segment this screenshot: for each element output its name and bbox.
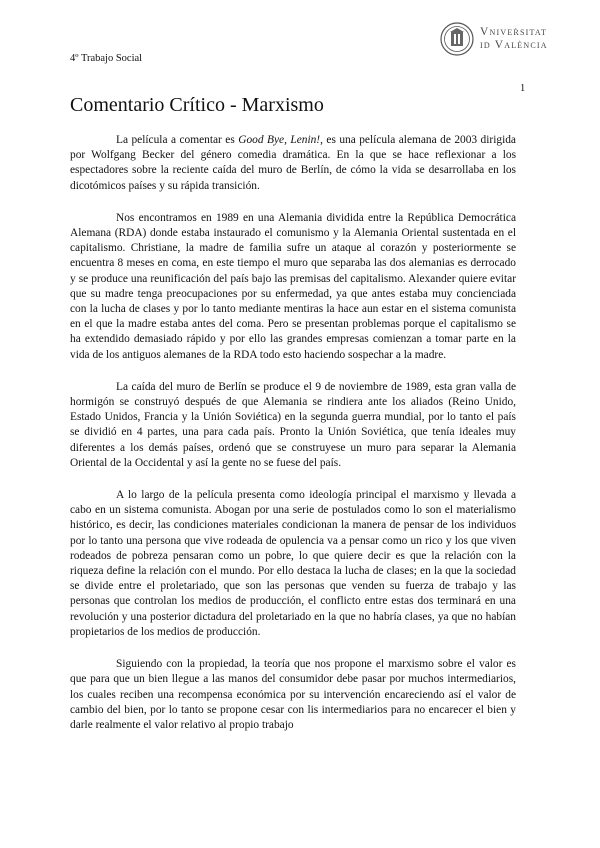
paragraph-1-rest: , es una película alemana de 2003 dirigida por Wolfgang Becker del género comedia dramática. En la que se hace reflexionar a los espectadores sobre la reciente caída del muro de Berlín, de cómo la vida se desarrollaba en los dicotómicos países y su rápida transición. <box>70 134 516 192</box>
paragraph-1-intro: La película a comentar es <box>116 134 239 146</box>
university-name-line1: Vniveṙsitat <box>480 26 548 38</box>
document-title: Comentario Crítico - Marxismo <box>70 94 324 116</box>
paragraph-1 <box>70 133 516 194</box>
paragraph-3: La caída del muro de Berlín se produce el 9 de noviembre de 1989, esta gran valla de hormigón se construyó después de que Alemania se rindiera ante los aliados (Reino Unido, Estado Unidos, Francia y la Unión Soviética) en la segunda guerra mundial, por lo tanto el país se dividió en 4 partes, una para cada país. Pronto la Unión Soviética, que tenía ideales muy diferentes a los demás países, ordenó que se construyese un muro para separar la Alemania Oriental de la Occidental y así la gente no se fuese del país. <box>70 380 516 469</box>
university-logo <box>440 22 548 56</box>
document-body <box>70 133 516 750</box>
university-seal-icon <box>440 22 474 56</box>
film-title: Good Bye, Lenin! <box>238 134 321 146</box>
paragraph-5: Siguiendo con la propiedad, la teoría que nos propone el marxismo sobre el valor es que para que un bien llegue a las manos del consumidor debe pasar por muchos intermediarios, los cuales reciben una recompensa económica por su intervención encareciendo así el valor de cambio del bien, por lo tanto se propone cesar con lis intermediarios para no encarecer el bien y darle realmente el valor relativo al propio trabajo <box>70 658 516 731</box>
university-name-line2: id València <box>480 39 548 51</box>
course-label: 4º Trabajo Social <box>70 53 143 64</box>
page-number: 1 <box>520 83 526 94</box>
paragraph-2: Nos encontramos en 1989 en una Alemania dividida entre la República Democrática Alemana (RDA) donde estaba instaurado el comunismo y la Alemania Oriental sustentada en el capitalismo. Christiane, la madre de familia sufre un ataque al corazón y posteriormente se encuentra 8 meses en coma, en este tiempo el muro que separaba las dos alemanias es derrocado y se produce una reunificación del país bajo las premisas del capitalismo. Alexander quiere evitar que su madre tenga preocupaciones por su enfermedad, ya que antes estaba muy concienciada con la lucha de clases y por lo tanto mediante mentiras la hace aun estar en el sistema comunista en el que la madre estaba antes del coma. Pero se presentan problemas porque el capitalismo se ha extendido demasiado rápido y por ello las grandes empresas comienzan a tomar parte en la vida de los antiguos alemanes de la RDA todo esto haciendo sospechar a la madre. <box>70 211 516 361</box>
paragraph-4: A lo largo de la película presenta como ideología principal el marxismo y llevada a cabo en un sistema comunista. Abogan por una serie de postulados como lo son el materialismo histórico, es decir, las condiciones materiales condicionan la manera de pensar de los individuos por lo tanto una persona que vive rodeada de opulencia va a pensar como un rico y los que viven rodeados de pobreza pensaran como un pobre, lo que quiere decir es que la relación con la riqueza define la relación con el mundo. Por ello destaca la lucha de clases; en la que la sociedad se divide entre el proletariado, que son las personas que venden su fuerza de trabajo y las personas que controlan los medios de producción, el conflicto entre estas dos terminará en una revolución y una posterior dictadura del proletariado en la que no habría clases, ya que no habían propietarios de los medios de producción. <box>70 489 516 638</box>
